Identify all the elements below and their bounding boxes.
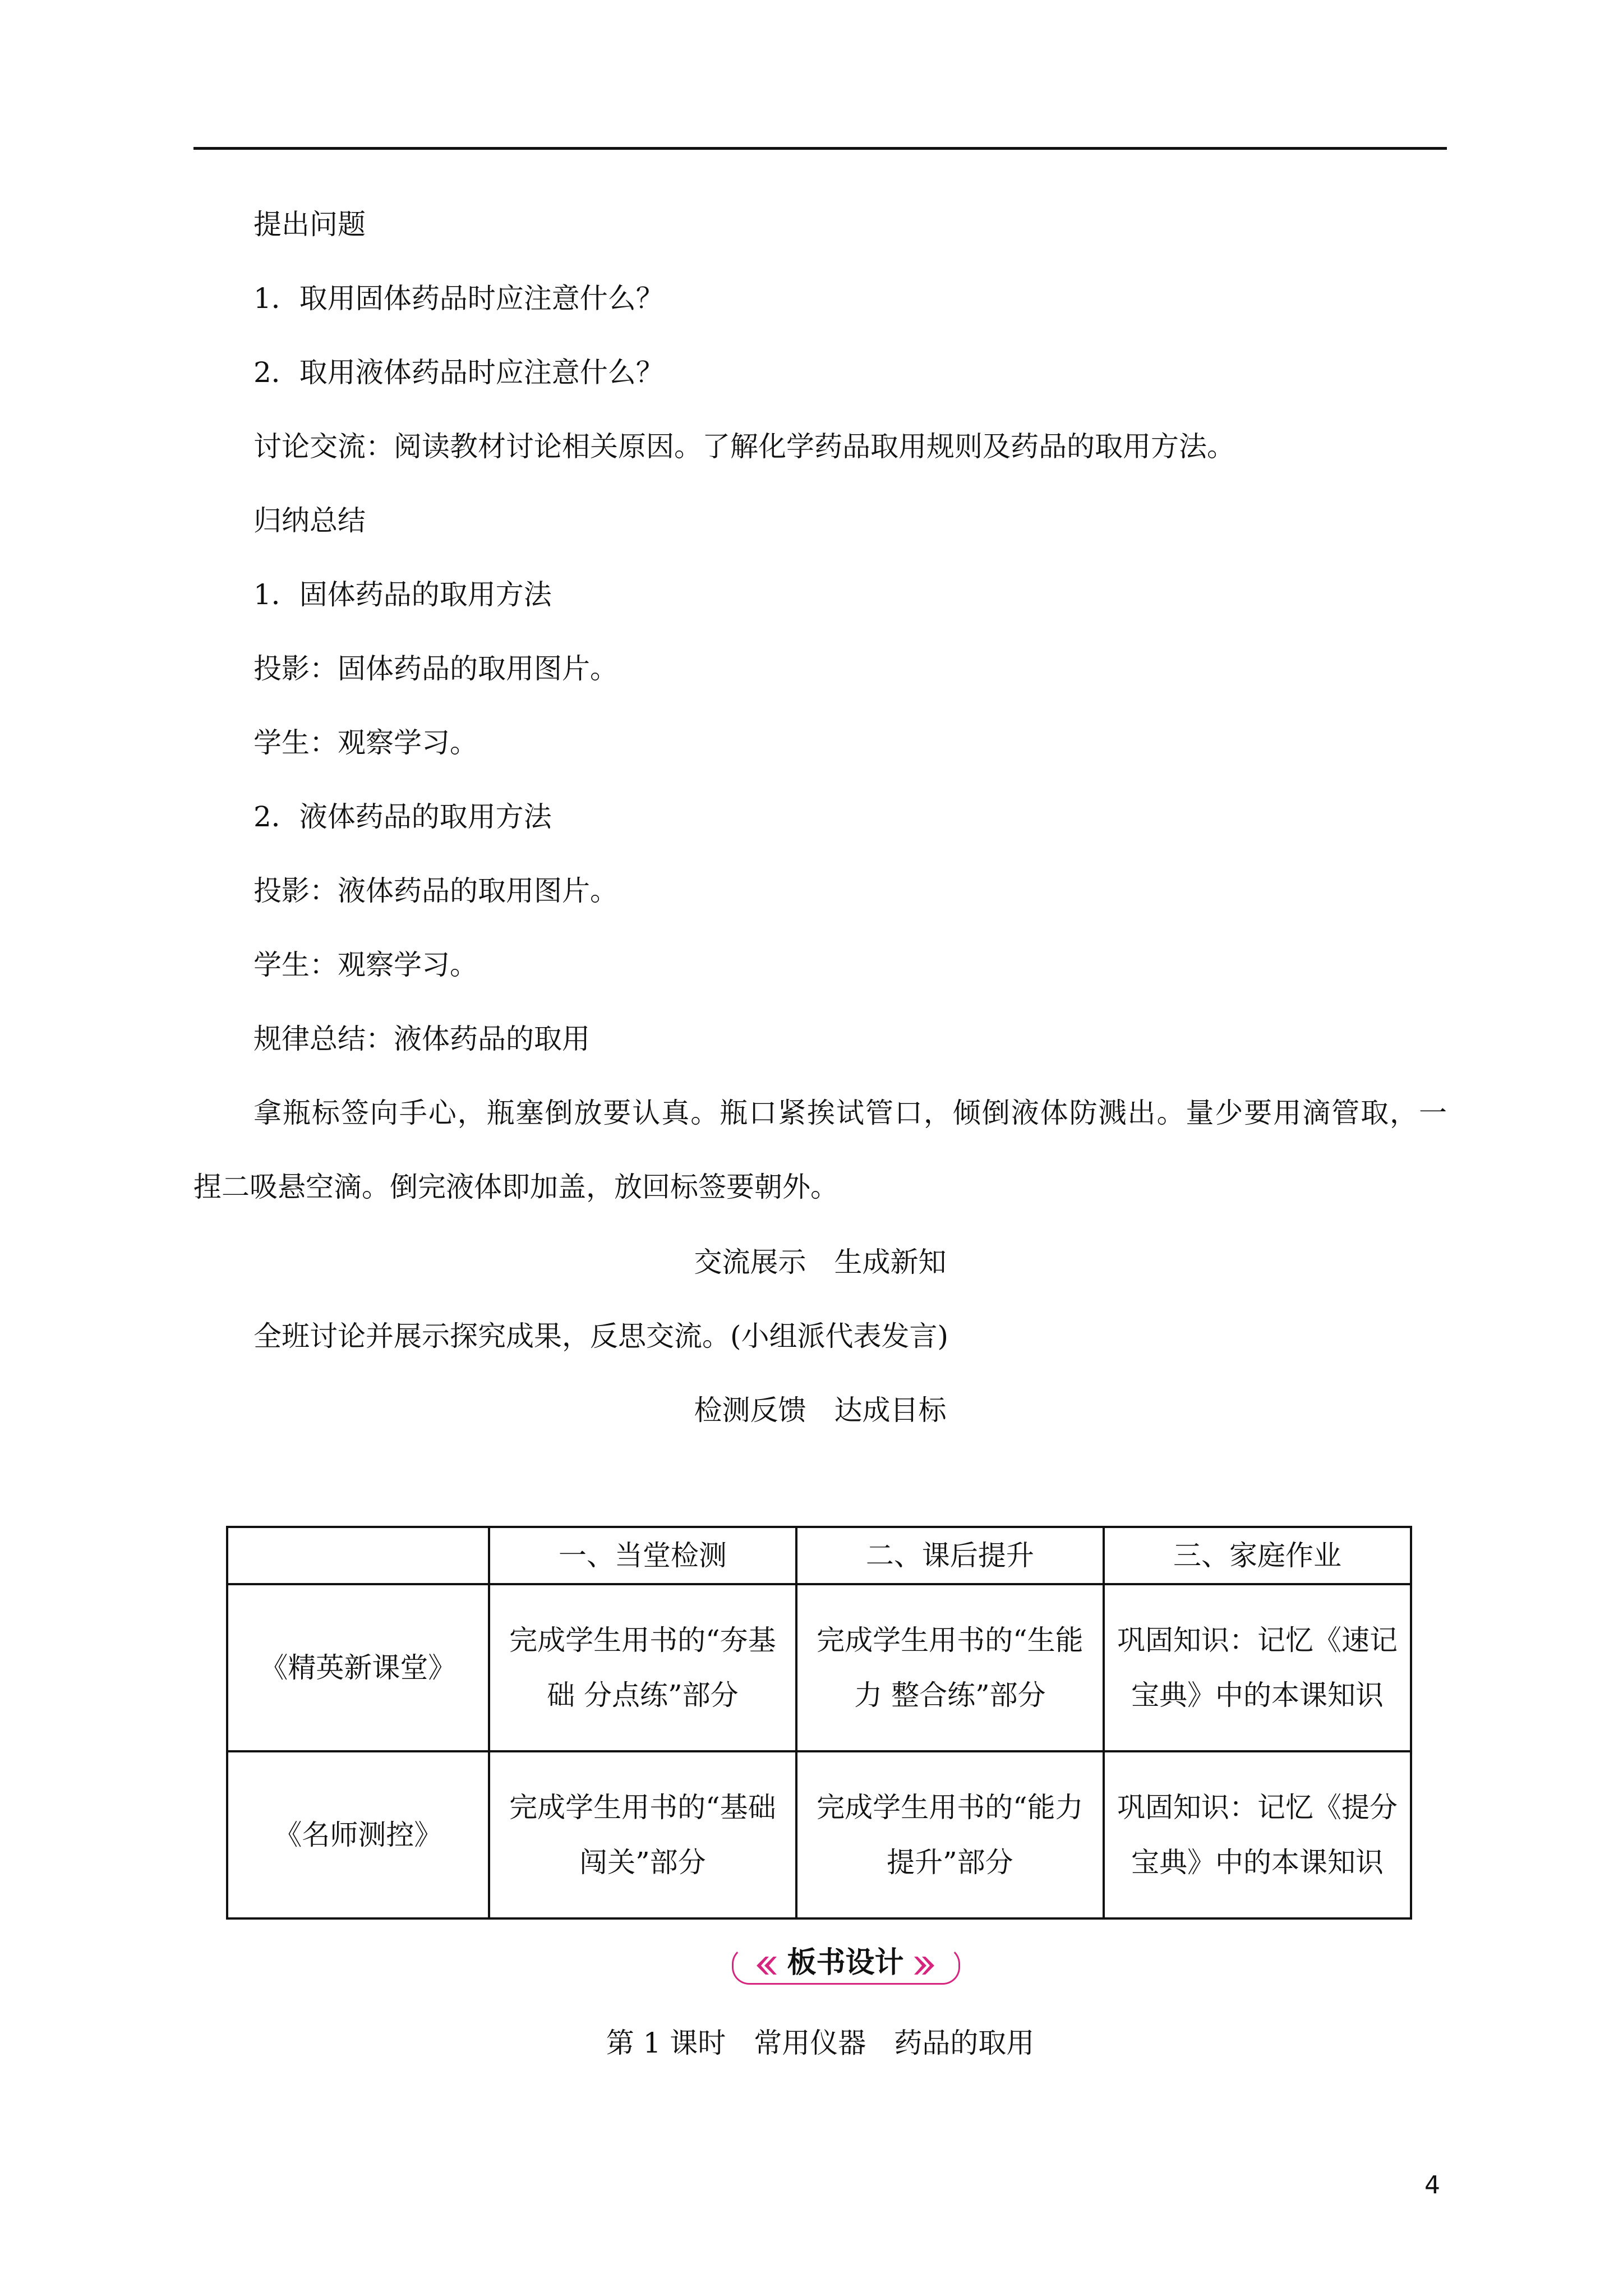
double-chevron-right-icon bbox=[914, 1954, 937, 1977]
table-row bbox=[227, 1751, 1411, 1918]
section-heading-share bbox=[193, 1245, 1447, 1279]
rhyme-line-1: 拿瓶标签向手心，瓶塞倒放要认真。瓶口紧挨试管口，倾倒液体防溅出。量少要用滴管取，一 bbox=[253, 1097, 1447, 1129]
table-header-classroom-test: 一、当堂检测 bbox=[489, 1527, 796, 1584]
table-row bbox=[227, 1584, 1411, 1751]
section-share-left: 交流展示 bbox=[694, 1246, 806, 1278]
table-header-row bbox=[227, 1527, 1411, 1584]
homework-table bbox=[226, 1526, 1412, 1920]
lesson-title bbox=[193, 2026, 1447, 2060]
heading-raise-question: 提出问题 bbox=[253, 208, 366, 241]
table-row-label: 《精英新课堂》 bbox=[227, 1584, 489, 1751]
solid-method-heading: 1．固体药品的取用方法 bbox=[253, 578, 552, 611]
section-share-right: 生成新知 bbox=[834, 1246, 947, 1278]
section-heading-feedback bbox=[193, 1393, 1447, 1427]
table-header-homework: 三、家庭作业 bbox=[1104, 1527, 1411, 1584]
section-feedback-left: 检测反馈 bbox=[694, 1394, 806, 1427]
badge-label: 板书设计 bbox=[787, 1946, 904, 1980]
page-number: 4 bbox=[1424, 2171, 1440, 2200]
discussion-paragraph: 讨论交流：阅读教材讨论相关原因。了解化学药品取用规则及药品的取用方法。 bbox=[253, 430, 1235, 463]
header-rule bbox=[193, 147, 1447, 150]
table-cell: 完成学生用书的“生能力 整合练”部分 bbox=[796, 1584, 1104, 1751]
projection-liquid: 投影：液体药品的取用图片。 bbox=[253, 875, 618, 907]
question-2: 2．取用液体药品时应注意什么？ bbox=[253, 356, 664, 389]
student-observe-1: 学生：观察学习。 bbox=[253, 726, 478, 759]
table-cell: 巩固知识：记忆《提分宝典》中的本课知识 bbox=[1104, 1751, 1411, 1918]
table-header-after-class: 二、课后提升 bbox=[796, 1527, 1104, 1584]
board-design-badge bbox=[732, 1947, 959, 1984]
rhyme-paragraph bbox=[193, 1096, 1447, 1204]
table-header-empty bbox=[227, 1527, 489, 1584]
heading-summary: 归纳总结 bbox=[253, 504, 366, 537]
student-observe-2: 学生：观察学习。 bbox=[253, 949, 478, 981]
table-row-label: 《名师测控》 bbox=[227, 1751, 489, 1918]
lesson-title-part2: 常用仪器 bbox=[754, 2027, 866, 2059]
table-cell: 完成学生用书的“夯基础 分点练”部分 bbox=[489, 1584, 796, 1751]
question-1: 1．取用固体药品时应注意什么？ bbox=[253, 282, 664, 315]
table-cell: 完成学生用书的“能力提升”部分 bbox=[796, 1751, 1104, 1918]
projection-solid: 投影：固体药品的取用图片。 bbox=[253, 652, 618, 685]
table-cell: 巩固知识：记忆《速记宝典》中的本课知识 bbox=[1104, 1584, 1411, 1751]
rule-summary-heading: 规律总结：液体药品的取用 bbox=[253, 1023, 590, 1055]
class-discussion: 全班讨论并展示探究成果，反思交流。(小组派代表发言) bbox=[253, 1320, 949, 1352]
liquid-method-heading: 2．液体药品的取用方法 bbox=[253, 800, 552, 833]
lesson-title-part3: 药品的取用 bbox=[894, 2027, 1035, 2059]
table-cell: 完成学生用书的“基础闯关”部分 bbox=[489, 1751, 796, 1918]
lesson-title-part1: 第 1 课时 bbox=[606, 2027, 726, 2059]
rhyme-line-2: 捏二吸悬空滴。倒完液体即加盖，放回标签要朝外。 bbox=[193, 1171, 838, 1203]
section-feedback-right: 达成目标 bbox=[834, 1394, 947, 1427]
